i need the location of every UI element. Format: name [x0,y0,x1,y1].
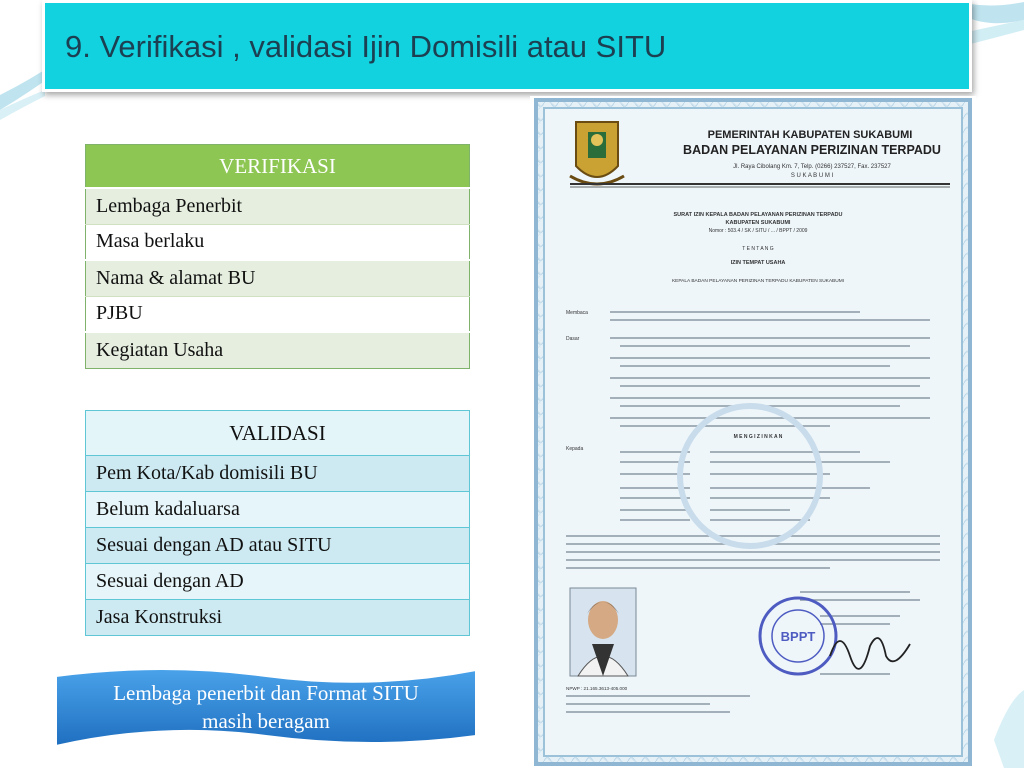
validasi-item: Pem Kota/Kab domisili BU [86,456,470,492]
table-row [86,332,470,368]
doc-letter-title2: KABUPATEN SUKABUMI [725,220,791,226]
table-row [86,296,470,332]
doc-letter-title1: SURAT IZIN KEPALA BADAN PELAYANAN PERIZINAN TERPADU [673,212,843,218]
doc-kepada-label: Kepada [566,446,584,452]
verifikasi-item: PJBU [86,296,470,332]
doc-subject: IZIN TEMPAT USAHA [730,260,786,266]
validasi-item: Sesuai dengan AD atau SITU [86,528,470,564]
verifikasi-item: Kegiatan Usaha [86,332,470,368]
table-row [86,528,470,564]
table-row [86,224,470,260]
table-row [86,188,470,224]
verifikasi-item: Lembaga Penerbit [86,188,470,224]
stamp-text: BPPT [780,629,816,644]
doc-org-line2: BADAN PELAYANAN PERIZINAN TERPADU [683,143,941,157]
table-row [86,564,470,600]
verifikasi-item: Nama & alamat BU [86,260,470,296]
doc-address: Jl. Raya Cibolang Km. 7, Telp. (0266) 237527, Fax. 237527 [733,164,891,170]
verifikasi-item: Masa berlaku [86,224,470,260]
callout-line-1: Lembaga penerbit dan Format SITU [113,681,419,705]
validasi-table [85,410,470,636]
validasi-item: Sesuai dengan AD [86,564,470,600]
table-row [86,456,470,492]
doc-org-line1: PEMERINTAH KABUPATEN SUKABUMI [707,129,913,141]
official-stamp [760,598,836,674]
doc-dasar-label: Dasar [566,336,580,342]
callout-note [52,666,480,752]
callout-line-2: masih beragam [202,709,330,733]
validasi-header: VALIDASI [86,411,470,456]
table-row [86,492,470,528]
doc-npwp: NPWP : 21.165.3613-405.000 [566,686,628,691]
doc-membaca-label: Membaca [566,310,588,316]
validasi-item: Jasa Konstruksi [86,600,470,636]
slide-title-box [42,0,972,92]
verifikasi-table [85,144,470,369]
doc-city: S U K A B U M I [790,173,834,179]
doc-mengizinkan: M E N G I Z I N K A N [733,434,783,440]
applicant-photo [570,588,636,676]
table-row [86,260,470,296]
verifikasi-header: VERIFIKASI [86,145,470,189]
doc-letter-number: Nomor : 503.4 / SK / SITU / ... / BPPT / 2009 [708,228,808,234]
callout-text [52,679,480,735]
slide-title: 9. Verifikasi , validasi Ijin Domisili atau SITU [65,29,667,64]
doc-tentang: T E N T A N G [742,246,774,252]
situ-document-image [530,96,976,768]
doc-intro: KEPALA BADAN PELAYANAN PERIZINAN TERPADU KABUPATEN SUKABUMI [671,279,845,284]
validasi-item: Belum kadaluarsa [86,492,470,528]
table-row [86,600,470,636]
